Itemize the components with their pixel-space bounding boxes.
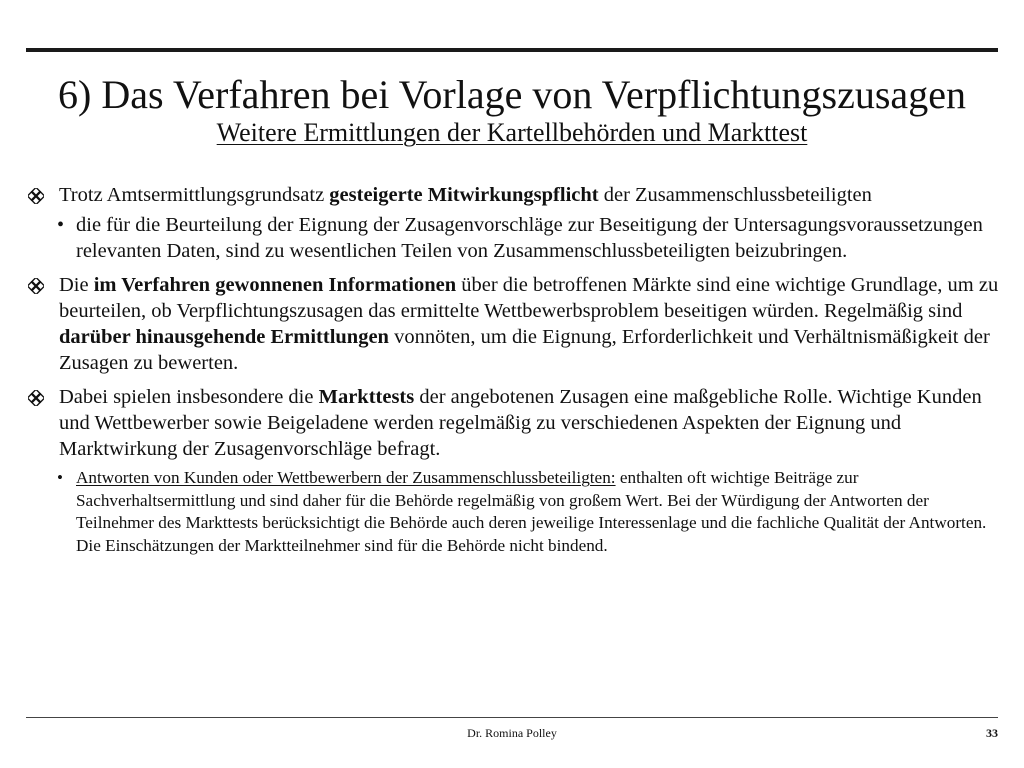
top-rule — [26, 48, 998, 52]
bullet-text: Dabei spielen insbesondere die — [59, 386, 319, 408]
bullet-text: Die — [59, 274, 94, 296]
bullet-mitwirkungspflicht — [26, 182, 1006, 208]
bullet-text: über die betroffenen Märkte sind eine wichtige Grundlage, um zu beurteilen, ob Verpflichtungszusagen das ermittelte Wettbewerbsproblem beseitigen würden. Regelmäßig sind — [59, 274, 999, 322]
subbullet-daten-beibringen — [26, 212, 1006, 264]
bullet-markttests — [26, 384, 1006, 462]
dot-bullet-icon: • — [57, 214, 65, 236]
footer-author: Dr. Romina Polley — [467, 726, 557, 740]
bullet-text: der Zusammenschlussbeteiligten — [598, 184, 872, 206]
diamond-bullet-icon — [26, 272, 46, 298]
subbullet-text: die für die Beurteilung der Eignung der Zusagenvorschläge zur Beseitigung der Untersagungsvoraussetzungen relevanten Daten, sind zu wesentlichen Teilen von Zusammenschlussbeteiligten beizubringen. — [76, 214, 983, 262]
bullet-bold-text: im Verfahren gewonnenen Informationen — [93, 274, 457, 296]
footer-rule — [26, 717, 998, 718]
dot-bullet-icon: • — [57, 468, 63, 487]
slide-subtitle-text: Weitere Ermittlungen der Kartellbehörden und Markttest — [216, 118, 808, 147]
subbullet-underlined-text: Antworten von Kunden oder Wettbewerbern der Zusammenschlussbeteiligten: — [76, 468, 616, 487]
diamond-bullet-icon — [26, 182, 46, 208]
diamond-bullet-icon — [26, 384, 46, 410]
page-number: 33 — [986, 726, 998, 740]
bullet-text: der angebotenen Zusagen eine maßgebliche Rolle. Wichtige Kunden und Wettbewerber sowie Beigeladene werden regelmäßig zu verschiedenen Aspekten der Eignung und Marktwirkung der Zusagenvorschläge befragt. — [59, 386, 982, 460]
bullet-bold-text: darüber hinausgehende Ermittlungen — [59, 326, 389, 348]
slide-title: 6) Das Verfahren bei Vorlage von Verpflichtungszusagen — [58, 72, 966, 117]
subbullet-antworten — [26, 467, 1006, 557]
bullet-text: vonnöten, um die Eignung, Erforderlichkeit und Verhältnismäßigkeit der Zusagen zu bewerten. — [59, 326, 990, 374]
slide-body — [26, 182, 1006, 557]
subbullet-text: enthalten oft wichtige Beiträge zur Sachverhaltsermittlung und sind daher für die Behörde regelmäßig von großem Wert. Bei der Würdigung der Antworten der Teilnehmer des Markttests berücksichtigt die Behörde auch deren jeweilige Interessenlage und die fachliche Qualität der Antworten. Die Einschätzungen der Marktteilnehmer sind für die Behörde nicht bindend. — [76, 468, 987, 555]
bullet-text: Trotz Amtsermittlungsgrundsatz — [59, 184, 330, 206]
bullet-bold-text: gesteigerte Mitwirkungspflicht — [329, 184, 599, 206]
bullet-informationen — [26, 272, 1006, 376]
bullet-bold-text: Markttests — [318, 386, 415, 408]
slide-subtitle — [0, 118, 1024, 148]
